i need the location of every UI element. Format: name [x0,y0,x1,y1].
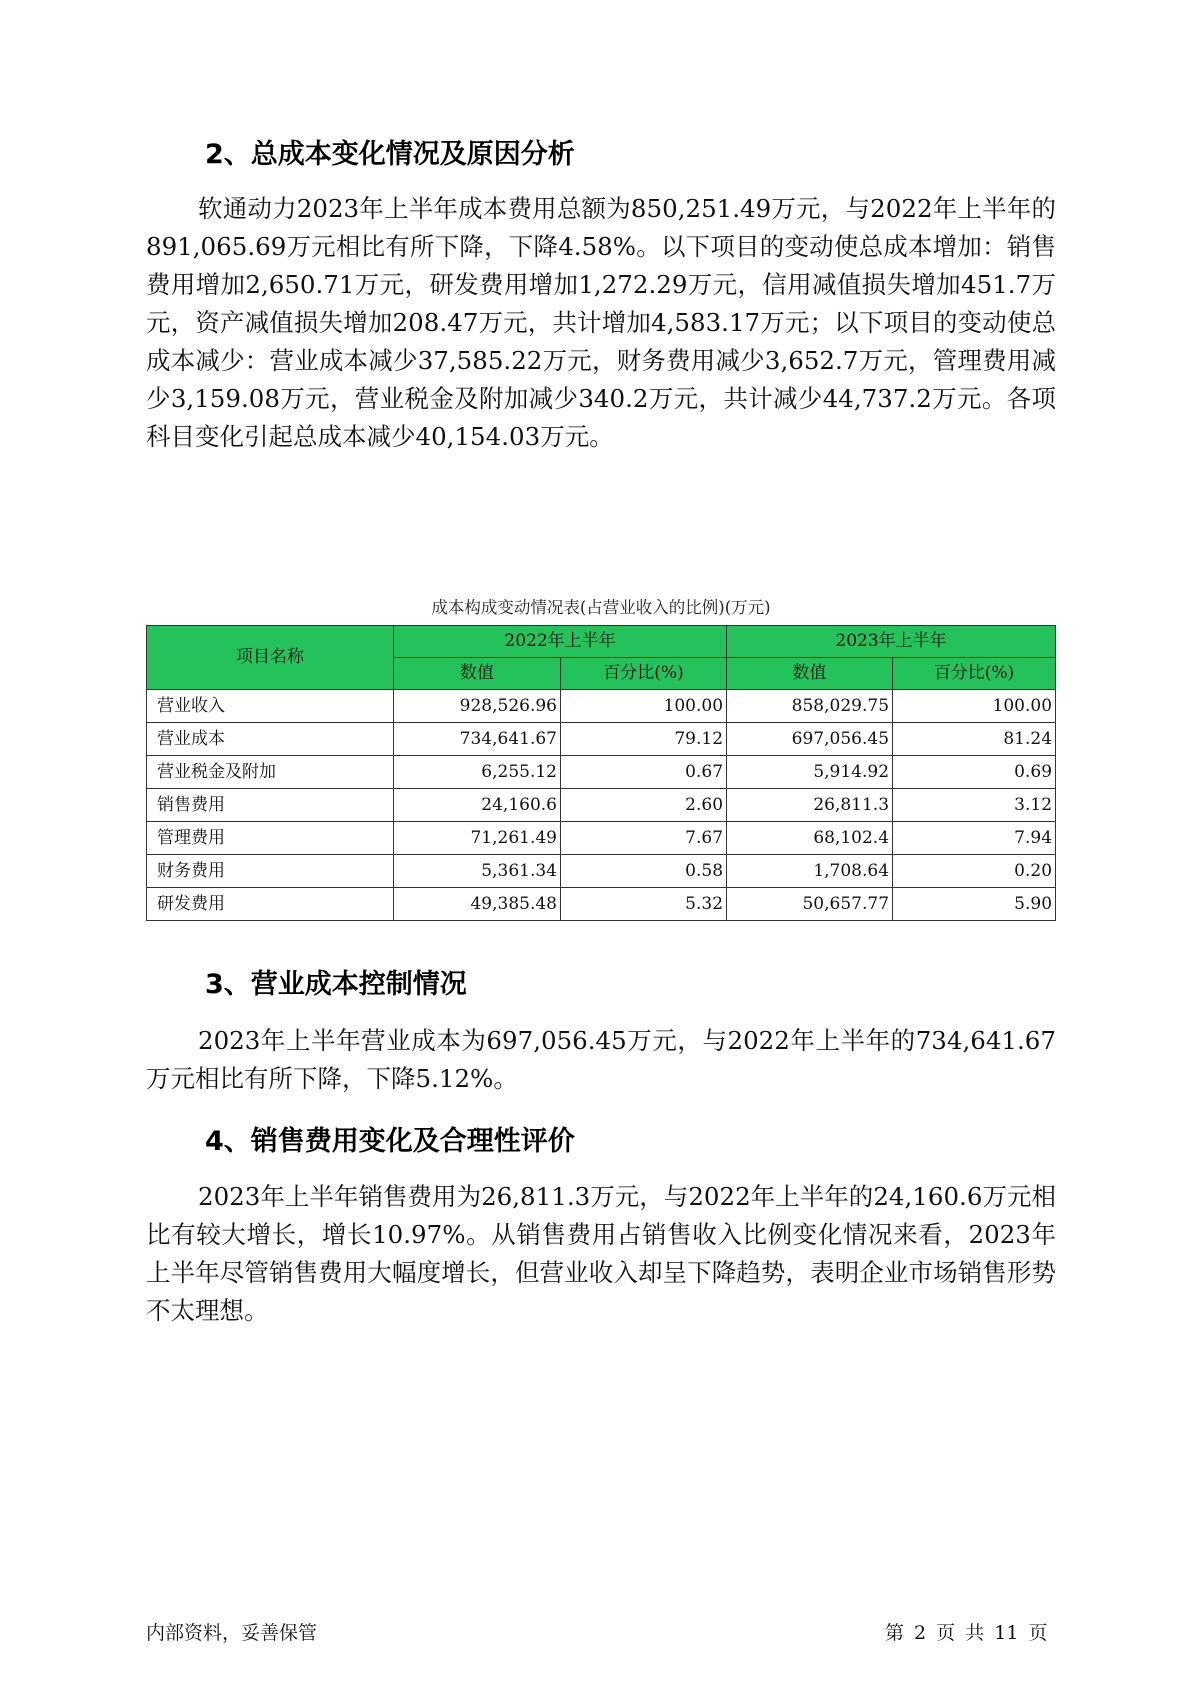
section-3-heading: 3、营业成本控制情况 [205,969,467,1000]
row-name: 销售费用 [147,789,394,822]
value-2023: 26,811.3 [727,789,893,822]
table-row [147,690,1056,723]
table-row [147,888,1056,921]
table-row [147,822,1056,855]
row-name: 财务费用 [147,855,394,888]
header-percent-2023: 百分比(%) [893,658,1056,690]
percent-2023: 0.69 [893,756,1056,789]
row-name: 营业成本 [147,723,394,756]
percent-2023: 0.20 [893,855,1056,888]
value-2022: 71,261.49 [394,822,561,855]
header-value-2022: 数值 [394,658,561,690]
percent-2022: 0.67 [561,756,727,789]
table-caption: 成本构成变动情况表(占营业收入的比例)(万元) [431,598,771,617]
footer-page-number: 第 2 页 共 11 页 [885,1622,1048,1644]
section-2-paragraph: 软通动力2023年上半年成本费用总额为850,251.49万元，与2022年上半年的891,065.69万元相比有所下降，下降4.58%。以下项目的变动使总成本增加：销售费用增加2,650.71万元，研发费用增加1,272.29万元，信用减值损失增加451.7万元，资产减值损失增加208.47万元，共计增加4,583.17万元；以下项目的变动使总成本减少：营业成本减少37,585.22万元，财务费用减少3,652.7万元，管理费用减少3,159.08万元，营业税金及附加减少340.2万元，共计减少44,737.2万元。各项科目变化引起总成本减少40,154.03万元。 [146,194,1056,451]
value-2023: 697,056.45 [727,723,893,756]
percent-2022: 7.67 [561,822,727,855]
value-2023: 1,708.64 [727,855,893,888]
percent-2022: 100.00 [561,690,727,723]
percent-2023: 81.24 [893,723,1056,756]
header-percent-2022: 百分比(%) [561,658,727,690]
percent-2022: 79.12 [561,723,727,756]
percent-2023: 3.12 [893,789,1056,822]
value-2023: 858,029.75 [727,690,893,723]
table-row [147,789,1056,822]
section-4-heading: 4、销售费用变化及合理性评价 [205,1126,575,1157]
value-2023: 68,102.4 [727,822,893,855]
percent-2022: 2.60 [561,789,727,822]
percent-2022: 0.58 [561,855,727,888]
row-name: 营业税金及附加 [147,756,394,789]
section-2-heading: 2、总成本变化情况及原因分析 [205,139,575,170]
value-2022: 5,361.34 [394,855,561,888]
value-2023: 5,914.92 [727,756,893,789]
table-header-row [147,626,1056,658]
row-name: 营业收入 [147,690,394,723]
header-item-name: 项目名称 [147,626,394,690]
value-2022: 928,526.96 [394,690,561,723]
value-2023: 50,657.77 [727,888,893,921]
section-3-paragraph: 2023年上半年营业成本为697,056.45万元，与2022年上半年的734,641.67万元相比有所下降，下降5.12%。 [146,1026,1056,1093]
percent-2023: 5.90 [893,888,1056,921]
header-period-2023: 2023年上半年 [727,626,1056,658]
percent-2023: 7.94 [893,822,1056,855]
value-2022: 49,385.48 [394,888,561,921]
header-period-2022: 2022年上半年 [394,626,727,658]
value-2022: 24,160.6 [394,789,561,822]
percent-2023: 100.00 [893,690,1056,723]
table-row [147,756,1056,789]
footer-confidential-note: 内部资料，妥善保管 [146,1622,318,1644]
row-name: 研发费用 [147,888,394,921]
table-row [147,855,1056,888]
table-row [147,723,1056,756]
header-value-2023: 数值 [727,658,893,690]
section-4-paragraph: 2023年上半年销售费用为26,811.3万元，与2022年上半年的24,160.6万元相比有较大增长，增长10.97%。从销售费用占销售收入比例变化情况来看，2023年上半年尽管销售费用大幅度增长，但营业收入却呈下降趋势，表明企业市场销售形势不太理想。 [146,1182,1056,1325]
value-2022: 6,255.12 [394,756,561,789]
percent-2022: 5.32 [561,888,727,921]
cost-composition-table [146,625,1056,921]
value-2022: 734,641.67 [394,723,561,756]
row-name: 管理费用 [147,822,394,855]
